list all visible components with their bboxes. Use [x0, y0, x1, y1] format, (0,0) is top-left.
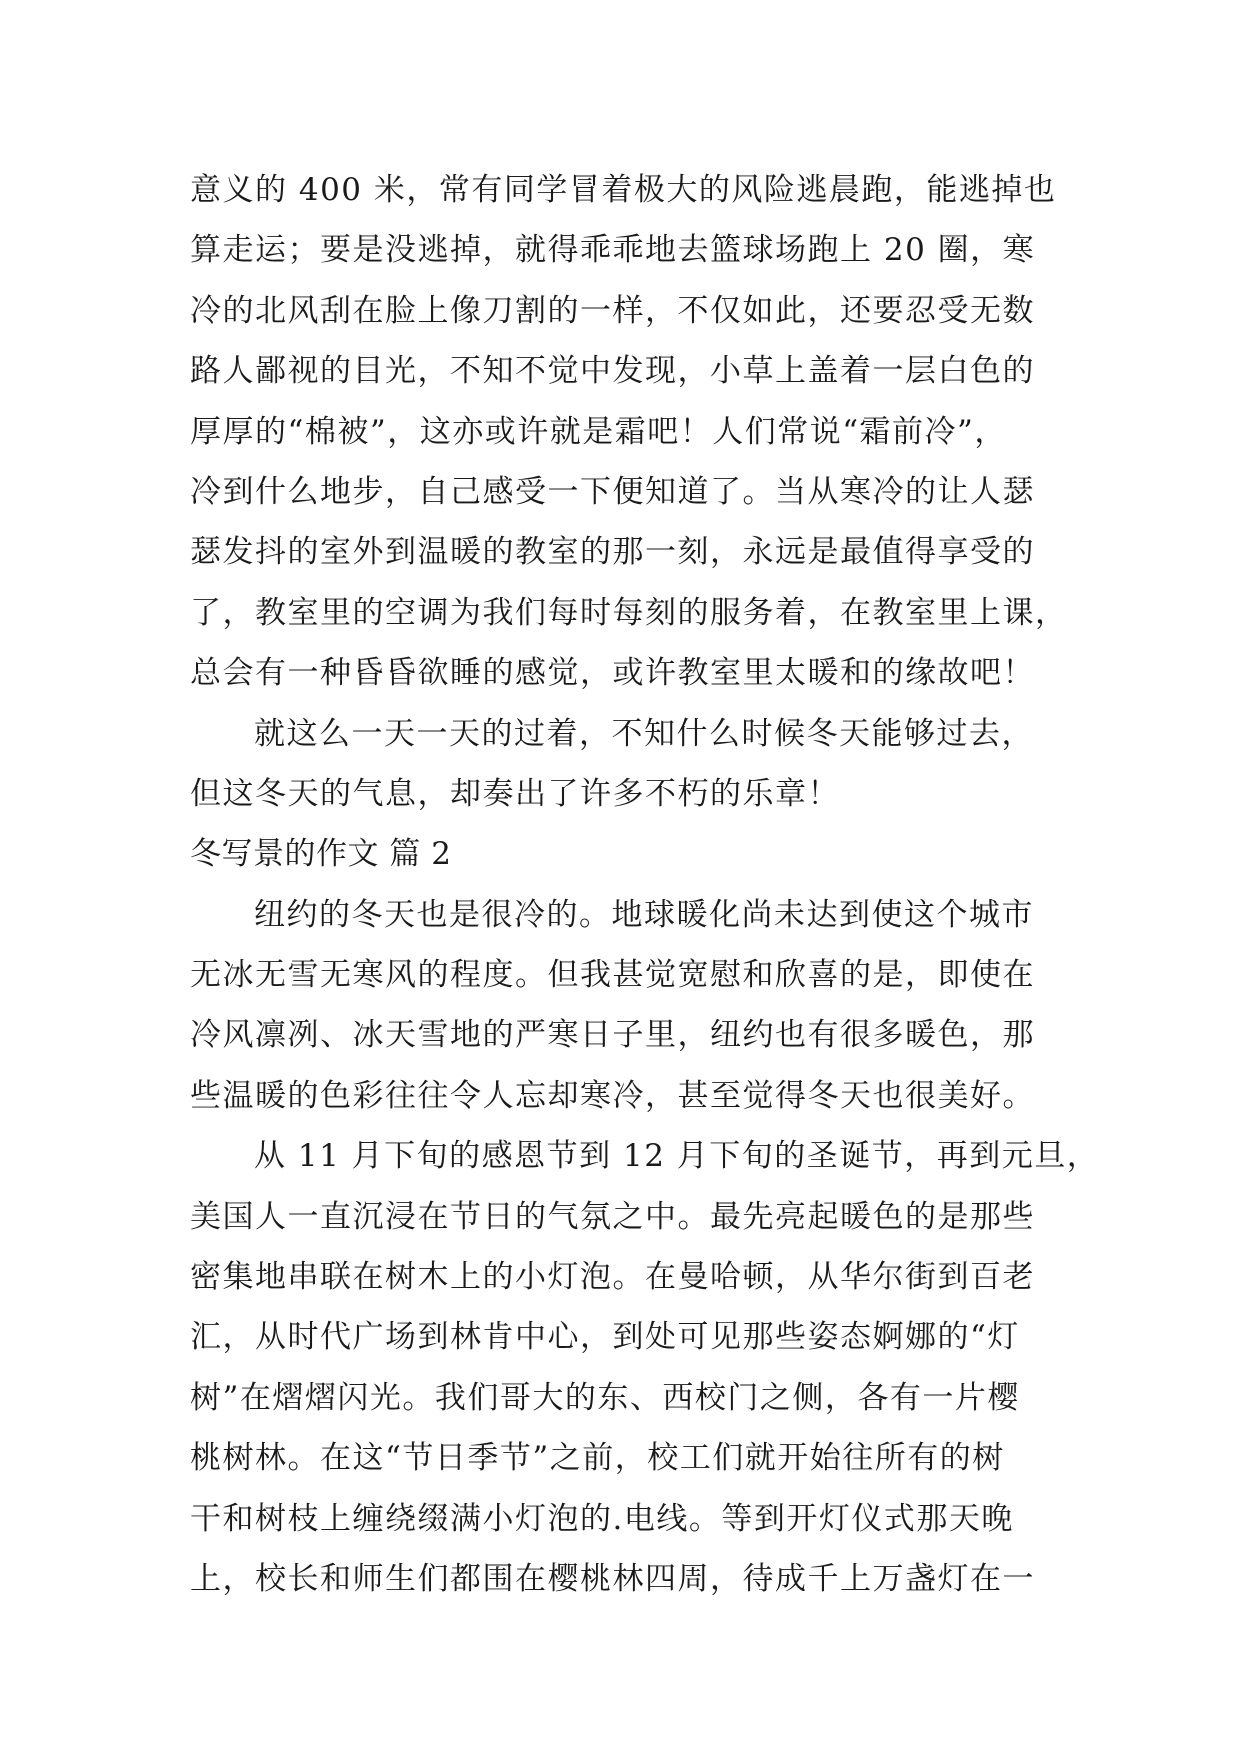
- paragraph-line: 密集地串联在树木上的小灯泡。在曼哈顿，从华尔街到百老: [190, 1259, 1035, 1296]
- paragraph-line: 从 11 月下旬的感恩节到 12 月下旬的圣诞节，再到元旦，: [254, 1138, 1100, 1175]
- paragraph-line: 冷到什么地步，自己感受一下便知道了。当从寒冷的让人瑟: [190, 473, 1035, 510]
- paragraph-line: 美国人一直沉浸在节日的气氛之中。最先亮起暖色的是那些: [190, 1198, 1035, 1235]
- paragraph-line: 就这么一天一天的过着，不知什么时候冬天能够过去，: [254, 715, 1034, 752]
- paragraph-line: 厚厚的“棉被”，这亦或许就是霜吧！人们常说“霜前冷”，: [190, 413, 1007, 450]
- paragraph-line: 算走运；要是没逃掉，就得乖乖地去篮球场跑上 20 圈，寒: [190, 232, 1036, 269]
- paragraph-line: 瑟发抖的室外到温暖的教室的那一刻，永远是最值得享受的: [190, 534, 1035, 571]
- paragraph-line: 冷风凛冽、冰天雪地的严寒日子里，纽约也有很多暖色，那: [190, 1017, 1035, 1054]
- paragraph-line: 总会有一种昏昏欲睡的感觉，或许教室里太暖和的缘故吧！: [190, 655, 1035, 692]
- section-heading: 冬写景的作文 篇 2: [190, 836, 452, 873]
- paragraph-line: 干和树枝上缠绕缀满小灯泡的.电线。等到开灯仪式那天晚: [190, 1500, 1014, 1537]
- paragraph-line: 冷的北风刮在脸上像刀割的一样，不仅如此，还要忍受无数: [190, 292, 1035, 329]
- paragraph-line: 树”在熠熠闪光。我们哥大的东、西校门之侧，各有一片樱: [190, 1379, 1020, 1416]
- paragraph-line: 上，校长和师生们都围在樱桃林四周，待成千上万盏灯在一: [190, 1560, 1035, 1597]
- paragraph-line: 路人鄙视的目光，不知不觉中发现，小草上盖着一层白色的: [190, 353, 1035, 390]
- paragraph-line: 纽约的冬天也是很冷的。地球暖化尚未达到使这个城市: [254, 896, 1034, 933]
- paragraph-line: 桃树林。在这“节日季节”之前，校工们就开始往所有的树: [190, 1440, 1005, 1477]
- paragraph-line: 无冰无雪无寒风的程度。但我甚觉宽慰和欣喜的是，即使在: [190, 957, 1035, 994]
- paragraph-line: 些温暖的色彩往往令人忘却寒冷，甚至觉得冬天也很美好。: [190, 1077, 1035, 1114]
- paragraph-line: 但这冬天的气息，却奏出了许多不朽的乐章！: [190, 775, 840, 812]
- paragraph-line: 意义的 400 米，常有同学冒着极大的风险逃晨跑，能逃掉也: [190, 172, 1057, 208]
- essay-body: [190, 160, 1100, 1609]
- paragraph-line: 了，教室里的空调为我们每时每刻的服务着，在教室里上课，: [190, 594, 1068, 631]
- paragraph-line: 汇，从时代广场到林肯中心，到处可见那些姿态婀娜的“灯: [190, 1319, 1020, 1356]
